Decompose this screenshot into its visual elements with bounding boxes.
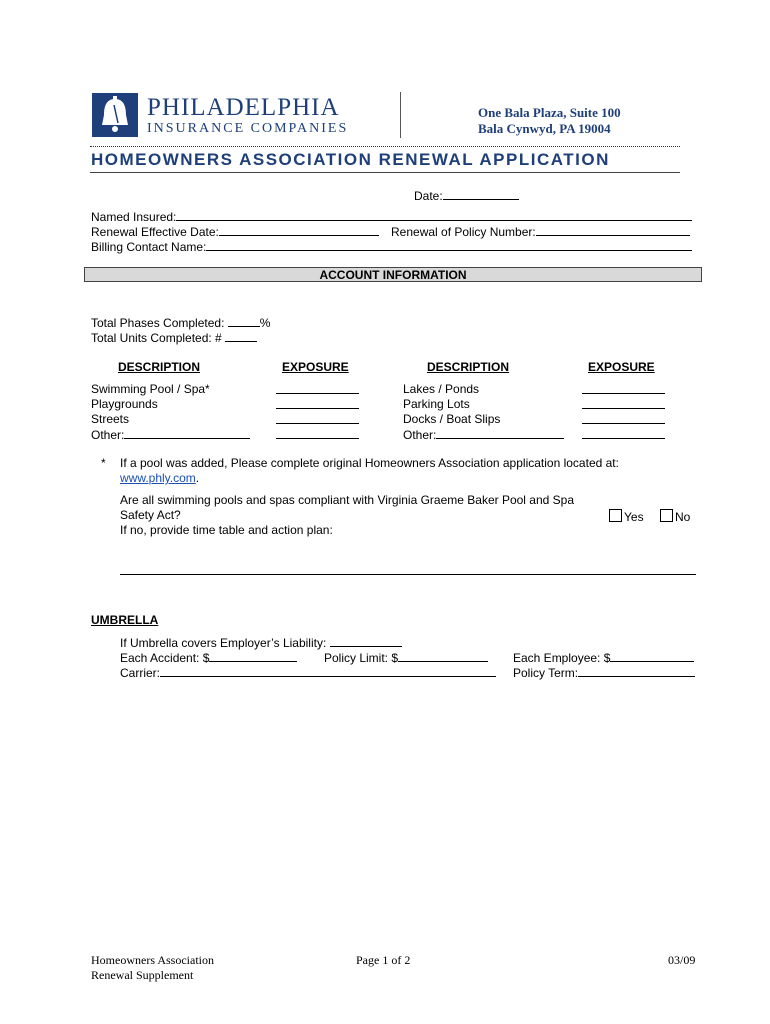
header-divider [400,92,401,138]
carrier-row [120,665,496,680]
exposure-docks-field[interactable] [582,412,665,424]
company-subtitle: INSURANCE COMPANIES [147,121,349,136]
billing-contact-field[interactable] [206,239,692,251]
footer-left-line2: Renewal Supplement [91,968,194,982]
billing-contact-label: Billing Contact Name: [91,240,207,254]
no-label: No [675,510,691,524]
left-item-other-row [91,427,250,442]
footer-revision: 03/09 [668,953,696,967]
address-line-1: One Bala Plaza, Suite 100 [478,105,621,120]
each-employee-row [513,650,694,665]
address-line-2: Bala Cynwyd, PA 19004 [478,121,611,136]
date-field[interactable] [443,188,519,200]
left-item-playgrounds: Playgrounds [91,397,158,411]
each-employee-field[interactable] [610,650,694,662]
each-accident-field[interactable] [209,650,297,662]
exposure-right-other-field[interactable] [582,427,665,439]
right-item-docks: Docks / Boat Slips [403,412,501,426]
phly-link[interactable]: www.phly.com [120,471,196,485]
each-employee-label: Each Employee: $ [513,651,611,665]
account-information-heading: ACCOUNT INFORMATION [319,268,467,282]
exposure-parking-field[interactable] [582,397,665,409]
each-accident-label: Each Accident: $ [120,651,210,665]
yes-label: Yes [624,510,644,524]
renewal-policy-row [391,224,690,239]
policy-limit-row [324,650,488,665]
employers-liability-label: If Umbrella covers Employer’s Liability: [120,636,327,650]
no-option[interactable] [660,509,690,524]
liberty-bell-graphic [92,93,138,137]
carrier-field[interactable] [160,665,496,677]
col-description-right: DESCRIPTION [427,360,510,374]
policy-limit-field[interactable] [398,650,488,662]
pool-link-suffix: . [195,471,200,485]
right-other-field[interactable] [436,427,564,439]
renewal-policy-label: Renewal of Policy Number: [391,225,536,239]
left-item-streets: Streets [91,412,130,426]
phases-field[interactable] [228,315,260,327]
pool-note: If a pool was added, Please complete original Homeowners Association application located at: [120,456,619,470]
right-item-lakes: Lakes / Ponds [403,382,480,396]
renewal-effective-label: Renewal Effective Date: [91,225,219,239]
exposure-pool-field[interactable] [276,382,359,394]
policy-term-field[interactable] [578,665,695,677]
phases-row [91,315,270,330]
billing-contact-row [91,239,692,254]
left-other-field[interactable] [124,427,250,439]
exposure-left-other-field[interactable] [276,427,359,439]
named-insured-field[interactable] [176,209,692,221]
account-information-bar [84,267,702,282]
named-insured-label: Named Insured: [91,210,177,224]
col-exposure-right: EXPOSURE [588,360,655,374]
renewal-effective-row [91,224,379,239]
renewal-effective-field[interactable] [219,224,379,236]
footer-left-line1: Homeowners Association [91,953,214,967]
carrier-label: Carrier: [120,666,161,680]
yes-checkbox[interactable] [609,509,622,522]
date-label: Date: [414,189,443,203]
units-label: Total Units Completed: # [91,331,222,345]
no-checkbox[interactable] [660,509,673,522]
employers-liability-row [120,635,402,650]
action-plan-field[interactable] [120,574,696,575]
exposure-playgrounds-field[interactable] [276,397,359,409]
units-field[interactable] [225,330,257,342]
col-description-left: DESCRIPTION [118,360,201,374]
each-accident-row [120,650,297,665]
right-item-other-row [403,427,564,442]
col-exposure-left: EXPOSURE [282,360,349,374]
umbrella-heading: UMBRELLA [91,613,159,627]
exposure-lakes-field[interactable] [582,382,665,394]
date-row [414,188,519,203]
asterisk-marker: * [101,456,106,470]
policy-limit-label: Policy Limit: $ [324,651,399,665]
liberty-bell-icon [92,93,138,137]
compliance-question-line1: Are all swimming pools and spas compliant with Virginia Graeme Baker Pool and Spa [120,493,575,507]
form-title: HOMEOWNERS ASSOCIATION RENEWAL APPLICATION [91,150,610,169]
right-item-other-label: Other: [403,428,437,442]
exposure-streets-field[interactable] [276,412,359,424]
named-insured-row [91,209,692,224]
pool-link-row [120,471,199,485]
company-name: PHILADELPHIA [147,94,340,121]
phases-label: Total Phases Completed: [91,316,225,330]
phases-suffix: % [259,316,271,330]
right-item-parking: Parking Lots [403,397,470,411]
units-row [91,330,257,345]
action-plan-label: If no, provide time table and action plan: [120,523,333,537]
title-rule [90,172,680,173]
policy-term-label: Policy Term: [513,666,579,680]
renewal-policy-field[interactable] [536,224,690,236]
left-item-pool: Swimming Pool / Spa* [91,382,210,396]
header-rule [90,146,680,147]
footer-page-number: Page 1 of 2 [356,953,411,967]
policy-term-row [513,665,695,680]
employers-liability-field[interactable] [330,635,402,647]
compliance-question-line2: Safety Act? [120,508,181,522]
yes-option[interactable] [609,509,644,524]
left-item-other-label: Other: [91,428,125,442]
